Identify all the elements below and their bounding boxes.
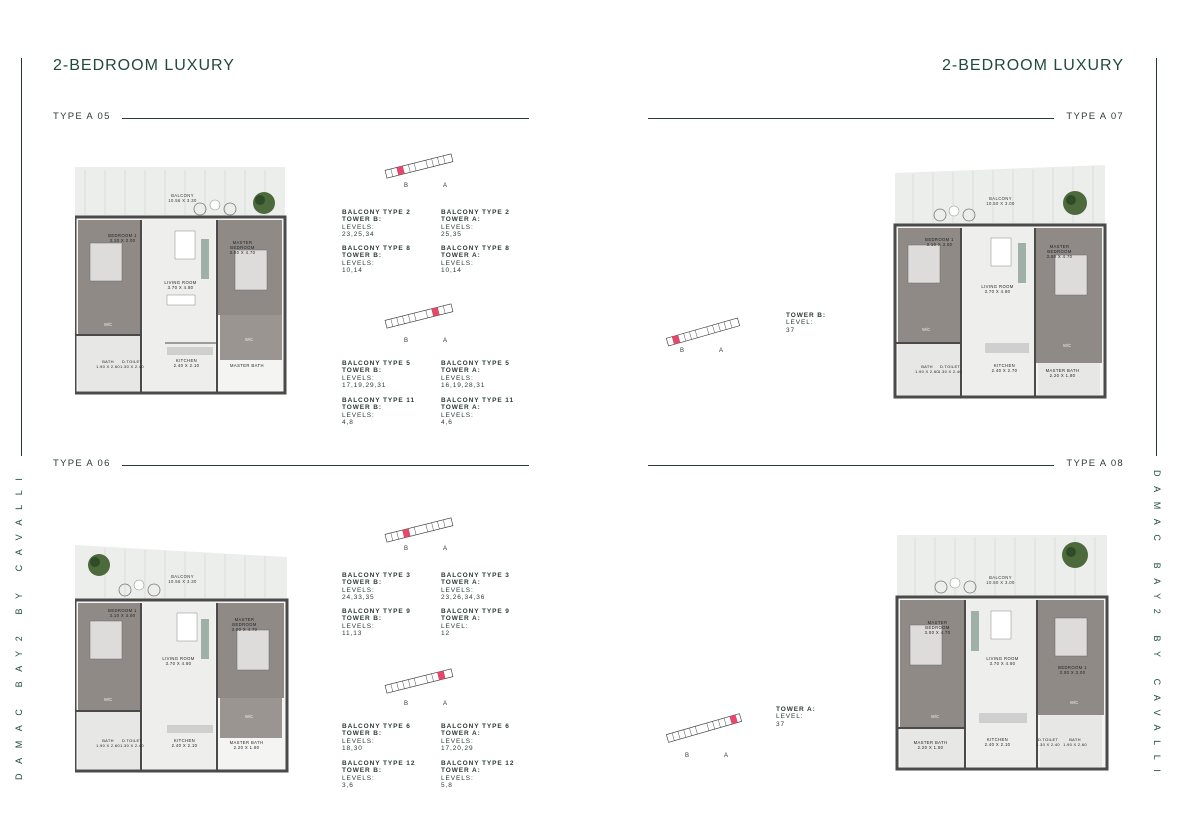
page-title-right: 2-BEDROOM LUXURY bbox=[942, 57, 1124, 74]
room-label-wic-1: W/C bbox=[104, 697, 113, 702]
room-label-bedroom-1: BEDROOM 1 3.10 X 3.00 bbox=[108, 608, 137, 618]
room-label-master-bedroom: MASTER BEDROOM 3.00 X 4.70 bbox=[1046, 244, 1073, 259]
room-label-balcony: BALCONY 10.56 X 3.30 bbox=[168, 574, 197, 584]
room-label-wic-2: W/C bbox=[245, 714, 254, 719]
room-label-wic-1: W/C bbox=[104, 322, 113, 327]
room-label-balcony: BALCONY 10.56 X 3.30 bbox=[168, 193, 197, 203]
room-label-d-toilet: D.TOILET 1.30 X 2.40 bbox=[1036, 737, 1060, 747]
side-brand-text-right: DAMAC BAY2 BY CAVALLI bbox=[1152, 470, 1162, 782]
type-a06-label: TYPE A 06 bbox=[53, 458, 111, 469]
type-a06-rule bbox=[122, 465, 529, 466]
room-label-bedroom-1: BEDROOM 1 3.10 X 3.00 bbox=[108, 233, 137, 243]
room-label-d-toilet: D.TOILET 1.30 X 2.40 bbox=[938, 364, 962, 374]
room-label-bath: BATH 1.90 X 2.60 bbox=[1063, 737, 1087, 747]
room-label-kitchen: KITCHEN 2.40 X 2.10 bbox=[984, 737, 1011, 747]
room-label-master-bedroom: MASTER BEDROOM 3.00 X 4.70 bbox=[924, 620, 951, 635]
room-label-master-bath: MASTER BATH 2.20 X 1.80 bbox=[229, 740, 264, 750]
room-label-d-toilet: D.TOILET 1.30 X 2.40 bbox=[120, 359, 144, 369]
keyplan-a05-top-label-b: B bbox=[404, 183, 409, 189]
floor-plan-a08 bbox=[895, 533, 1110, 771]
room-label-d-toilet: D.TOILET 1.30 X 2.40 bbox=[120, 738, 144, 748]
keyplan-a06-top bbox=[383, 514, 455, 546]
keyplan-a06-top-label-a: A bbox=[443, 546, 448, 552]
room-label-living-room: LIVING ROOM 3.70 X 4.80 bbox=[986, 656, 1019, 666]
keyplan-a06-bottom bbox=[383, 665, 455, 697]
left-margin-rule bbox=[21, 58, 22, 456]
room-label-master-bath: MASTER BATH 2.20 X 1.80 bbox=[1045, 368, 1080, 378]
room-label-master-bedroom: MASTER BEDROOM 3.00 X 4.70 bbox=[229, 240, 256, 255]
balcony-info-a06-2: BALCONY TYPE 9 TOWER B: LEVELS: 11,13 bbox=[342, 608, 411, 637]
room-label-living-room: LIVING ROOM 3.70 X 4.80 bbox=[164, 280, 197, 290]
room-label-kitchen: KITCHEN 2.40 X 2.10 bbox=[171, 738, 198, 748]
room-label-wic-2: W/C bbox=[245, 337, 254, 342]
room-label-bath: BATH 1.90 X 2.60 bbox=[96, 738, 120, 748]
balcony-info-a06-6: BALCONY TYPE 12 TOWER B: LEVELS: 3,6 bbox=[342, 760, 416, 789]
keyplan-a05-top-label-a: A bbox=[443, 183, 448, 189]
room-label-balcony: BALCONY 10.50 X 3.00 bbox=[986, 196, 1015, 206]
room-label-bedroom-1: BEDROOM 1 3.10 X 3.00 bbox=[925, 237, 954, 247]
balcony-info-a05-3: BALCONY TYPE 8 TOWER A: LEVELS: 10,14 bbox=[441, 245, 510, 274]
tower-info-a08: TOWER A: LEVEL: 37 bbox=[776, 706, 816, 728]
right-margin-rule bbox=[1156, 58, 1157, 456]
room-label-bath: BATH 1.90 X 2.60 bbox=[915, 364, 939, 374]
room-label-kitchen: KITCHEN 2.40 X 2.70 bbox=[991, 363, 1018, 373]
room-label-master-bath: MASTER BATH 2.20 X 1.80 bbox=[913, 740, 948, 750]
room-label-balcony: BALCONY 10.50 X 3.00 bbox=[986, 575, 1015, 585]
type-a07-label: TYPE A 07 bbox=[1066, 111, 1124, 122]
side-brand-text-left: DAMAC BAY2 BY CAVALLI bbox=[14, 468, 24, 780]
room-label-bath: BATH 1.90 X 2.60 bbox=[96, 359, 120, 369]
balcony-info-a05-1: BALCONY TYPE 2 TOWER A: LEVELS: 25,35 bbox=[441, 209, 510, 238]
balcony-info-a05-0: BALCONY TYPE 2 TOWER B: LEVELS: 23,25,34 bbox=[342, 209, 411, 238]
keyplan-a05-bottom-label-a: A bbox=[443, 338, 448, 344]
keyplan-a05-bottom-label-b: B bbox=[404, 338, 409, 344]
balcony-info-a06-5: BALCONY TYPE 6 TOWER A: LEVELS: 17,20,29 bbox=[441, 723, 510, 752]
type-a08-label: TYPE A 08 bbox=[1066, 458, 1124, 469]
page-title-left: 2-BEDROOM LUXURY bbox=[53, 57, 235, 74]
tower-info-a07: TOWER B: LEVEL: 37 bbox=[786, 312, 826, 334]
type-a05-label: TYPE A 05 bbox=[53, 111, 111, 122]
balcony-info-a05-4: BALCONY TYPE 5 TOWER B: LEVELS: 17,19,29,31 bbox=[342, 360, 411, 389]
room-label-wic-2: W/C bbox=[1063, 343, 1072, 348]
keyplan-a07-label-b: B bbox=[680, 348, 685, 354]
room-label-living-room: LIVING ROOM 3.70 X 4.80 bbox=[981, 284, 1014, 294]
keyplan-a05-top bbox=[383, 150, 455, 182]
room-label-bedroom-1: BEDROOM 1 3.00 X 3.00 bbox=[1058, 665, 1087, 675]
room-label-wic-2: W/C bbox=[1070, 700, 1079, 705]
room-label-master-bedroom: MASTER BEDROOM 3.00 X 4.70 bbox=[231, 617, 258, 632]
balcony-info-a06-1: BALCONY TYPE 3 TOWER A: LEVELS: 23,26,34,36 bbox=[441, 572, 510, 601]
keyplan-a07 bbox=[664, 313, 742, 351]
type-a05-rule bbox=[122, 118, 529, 119]
room-label-master-bath: MASTER BATH bbox=[230, 363, 264, 368]
balcony-info-a05-7: BALCONY TYPE 11 TOWER A: LEVELS: 4,6 bbox=[441, 397, 514, 426]
keyplan-a07-label-a: A bbox=[719, 348, 724, 354]
keyplan-a08 bbox=[664, 708, 744, 748]
room-label-kitchen: KITCHEN 2.40 X 2.10 bbox=[173, 358, 200, 368]
type-a07-rule bbox=[648, 118, 1054, 119]
keyplan-a06-top-label-b: B bbox=[404, 546, 409, 552]
balcony-info-a06-7: BALCONY TYPE 12 TOWER A: LEVELS: 5,8 bbox=[441, 760, 515, 789]
room-label-living-room: LIVING ROOM 3.70 X 4.80 bbox=[162, 656, 195, 666]
balcony-info-a06-4: BALCONY TYPE 6 TOWER B: LEVELS: 18,30 bbox=[342, 723, 411, 752]
balcony-info-a05-2: BALCONY TYPE 8 TOWER B: LEVELS: 10,14 bbox=[342, 245, 411, 274]
keyplan-a05-bottom bbox=[383, 300, 455, 332]
room-label-wic-1: W/C bbox=[931, 714, 940, 719]
keyplan-a08-label-b: B bbox=[685, 753, 690, 759]
keyplan-a08-label-a: A bbox=[724, 753, 729, 759]
balcony-info-a05-6: BALCONY TYPE 11 TOWER B: LEVELS: 4,8 bbox=[342, 397, 415, 426]
room-label-wic-1: W/C bbox=[922, 327, 931, 332]
keyplan-a06-bottom-label-a: A bbox=[443, 701, 448, 707]
balcony-info-a06-3: BALCONY TYPE 9 TOWER A: LEVEL: 12 bbox=[441, 608, 510, 637]
balcony-info-a05-5: BALCONY TYPE 5 TOWER A: LEVELS: 16,19,28,31 bbox=[441, 360, 510, 389]
type-a08-rule bbox=[648, 465, 1054, 466]
balcony-info-a06-0: BALCONY TYPE 3 TOWER B: LEVELS: 24,33,35 bbox=[342, 572, 411, 601]
keyplan-a06-bottom-label-b: B bbox=[404, 701, 409, 707]
